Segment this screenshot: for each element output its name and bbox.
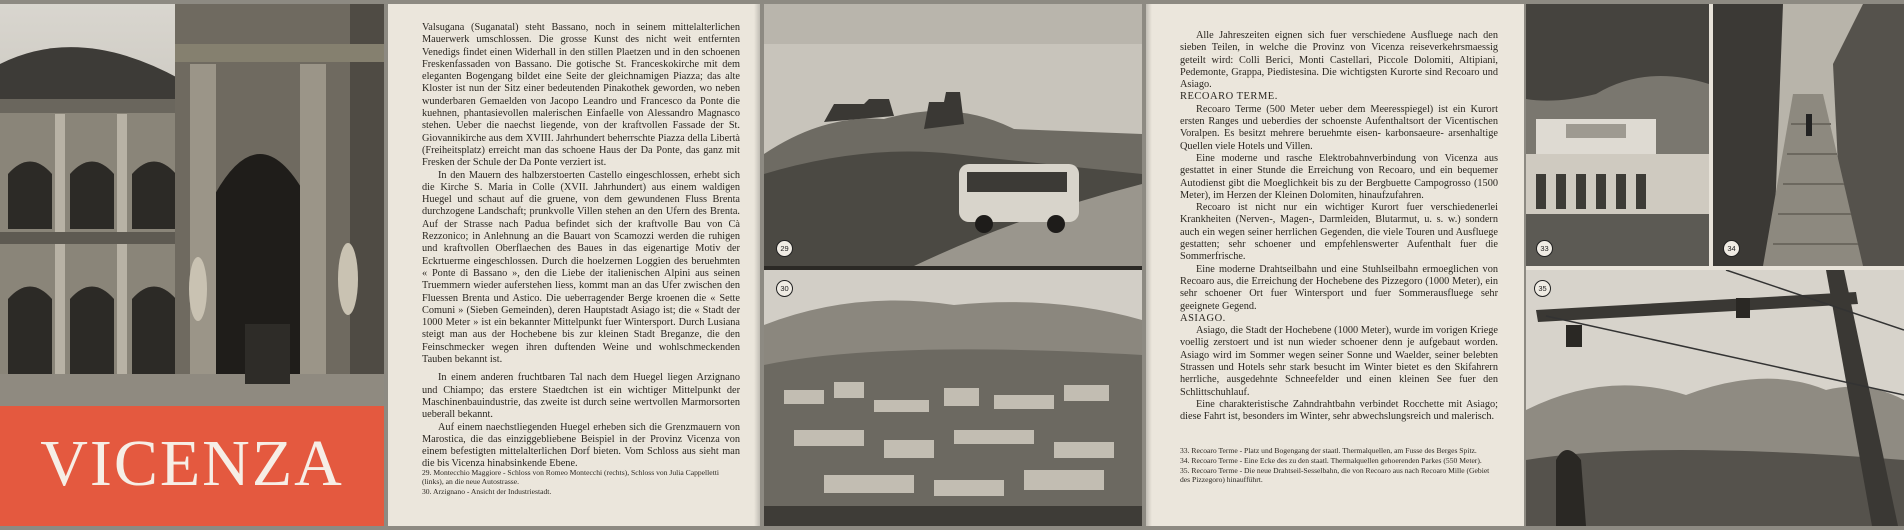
- photo-town-panorama: [764, 270, 1142, 526]
- caption: 30. Arzignano - Ansicht der Industriestadt.: [422, 487, 552, 496]
- captions-left: [422, 468, 740, 497]
- photo-number-badge: 33: [1536, 240, 1553, 257]
- photo-number-badge: 35: [1534, 280, 1551, 297]
- photo-page-middle: [764, 4, 1142, 526]
- cover-title: VICENZA: [40, 427, 344, 500]
- section-heading-asiago: ASIAGO.: [1180, 312, 1226, 324]
- text-page-left: [388, 4, 760, 526]
- caption: 35. Recoaro Terme - Die neue Drahtseil-Sesselbahn, die von Recoaro aus nach Recoaro Mille (Gebiet des Pizzegoro) hinaufführt.: [1180, 466, 1490, 484]
- paragraph: Auf einem naechstliegenden Huegel erheben sich die Grenzmauern von Marostica, die das einziggebliebene Beispiel in der Provinz Vicenza von einem befestigten mittelalterlichen Dorf bieten. Vom Schloss aus sieht man die bis Vicenza hinabsinkende Ebene.: [422, 421, 740, 470]
- paragraph: In den Mauern des halbzerstoerten Castello eingeschlossen, erhebt sich die Kirche S. Maria in Colle (XVII. Jahrhundert) aus einem waldigen Huegel und schaut auf die gruene, von dem gewundenen Fluss Brenta durchzogene Landschaft; prunkvolle Villen stehen an den Ufern des Brenta. Auf der Strasse nach Padua befindet sich der kraftvolle Bau von Cà Rezzonico; in Anlehnung an die Bauart von Scamozzi werden die ruhigen und kraftvollen Oberflaechen des Baues in das eigenartige Motiv der Eckrtuerme eingeschlossen. Durch die hoelzernen Loggien des beruehmten « Ponte di Bassano », den die Liebe der italienischen Alpini aus seinen Truemmern wieder auferstehen liess, kommt man an das Ufer zwischen den Fluessen Brenta und Astico. Die ueberragender Berge kroenen die « Sette Comuni » (Sieben Gemeinden), deren Hauptstadt Asiago ist; die « Stadt der 1000 Meter » ist ein bekannter Mittelpunkt fuer Wintersport. Durch Lusiana steigt man aus der Hochebene bis zur kleinen Stadt Breganze, die den Feinschmecker wegen ihren duftenden Weine und wohlschmeckenden Tauben bekannt ist.: [422, 169, 740, 366]
- photo-spa-buildings: [1526, 4, 1709, 266]
- cover-panel: [0, 4, 384, 526]
- photo-park-stairs: [1713, 4, 1904, 266]
- paragraph: Asiago, die Stadt der Hochebene (1000 Meter), wurde im vorigen Kriege voellig zerstoert und ist nun wieder schoener denn je aufgebaut worden. Asiago wird im Sommer wegen seiner Sonne und Waelder, seiner belebten Strassen und Hotels sehr stark besucht im Winter bietet es den Skifahrern herrliche, ausgedehnte Schneefelder und einen kleinen See fuer den Schlittschuhlauf.: [1180, 325, 1498, 398]
- caption: 33. Recoaro Terme - Platz und Bogengang der staatl. Thermalquellen, am Fusse des Berges Spitz.: [1180, 446, 1477, 455]
- photo-number-badge: 34: [1723, 240, 1740, 257]
- page-fold-shadow: [1146, 4, 1152, 526]
- paragraph: Recoaro ist nicht nur ein wichtiger Kurort fuer verschiedenerlei Krankheiten (Nerven-, Magen-, Darmleiden, Blutarmut, u. s. w.) sondern auch ein wegen seiner herrlichen Gegenden, die viele Touren und Ausfluege gestatten; sehr schoener und empfehlenswerter Aufenthalt fuer die Sommerfrische.: [1180, 202, 1498, 263]
- photo-castles-bus: [764, 4, 1142, 266]
- paragraph: In einem anderen fruchtbaren Tal nach dem Huegel liegen Arzignano und Chiampo; das erstere Staedtchen ist ein wichtiger Mittelpunkt der Maschinenbauindustrie, das zweite ist durch seine wertvollen Marmorsorten ueberall bekannt.: [422, 372, 740, 421]
- text-column-left: [422, 22, 740, 471]
- photo-chairlift: [1526, 270, 1904, 526]
- cover-photo-basilica: [0, 4, 384, 406]
- caption: 29. Montecchio Maggiore - Schloss von Romeo Montecchi (rechts), Schloss von Julia Cappelletti (links), an die neue Autostrasse.: [422, 468, 719, 486]
- photo-page-right: [1526, 4, 1904, 526]
- text-page-right: [1146, 4, 1524, 526]
- photo-number-badge: 29: [776, 240, 793, 257]
- paragraph: Alle Jahreszeiten eignen sich fuer verschiedene Ausfluege nach den sieben Teilen, in welche die Provinz von Vicenza reiseverkehrsmaessig geteilt wird: Colli Berici, Monti Castellari, Piccole Dolomiti, Altipiani, Pedemonte, Grappa, Piedistesina. Die wichtigsten Kurorte sind Recoaro und Asiago.: [1180, 30, 1498, 91]
- text-column-right: [1180, 30, 1498, 424]
- paragraph: Recoaro Terme (500 Meter ueber dem Meeresspiegel) ist ein Kurort ersten Ranges und ueberdies der schoenste Aufenthaltsort der Vicentischen Voralpen. Es besitzt mehrere beruehmte eisen- karbonsaeure- arsenhaltige Quellen viele Hotels und Villen.: [1180, 103, 1498, 152]
- paragraph: Valsugana (Suganatal) steht Bassano, noch in seinem mittelalterlichen Mauerwerk umschlossen. Die grosse Kunst des nicht weit entfernten Venedigs findet einen Widerhall in den stillen Plaetzen und in den schoenen Freskenfassaden von Bassano. Die gotische St. Franceskokirche mit dem eleganten Bogengang bildet eine Seite der gleichnamigen Piazza; das alte Kloster ist nun der Sitz einer bedeutenden Pinakothek geworden, wo neben wunderbaren Gemaelden von Jacopo Leandro und Francesco da Ponte die kuehnen, phantasievollen malerischen Einfaelle von Alessandro Magnasco stehen. Ueber die naechst liegende, von der kraftvollen Fassade der St. Giovannikirche aus dem XVIII. Jahrhundert beherrschte Piazza della Libertà (Freiheitsplatz) erreicht man das schoene Haus der Da Ponte, das ganz mit Fresken der Schule der Da Ponte verziert ist.: [422, 22, 740, 169]
- captions-right: [1180, 446, 1498, 485]
- paragraph: Eine moderne Drahtseilbahn und eine Stuhlseilbahn ermoeglichen von Recoaro aus, die Erreichung der Hochebene des Pizzegoro (1000 Meter), ein sehr schoener Ort fuer Wintersport und fuer Sommerausfluege sehr geeignete Gegend.: [1180, 263, 1498, 312]
- caption: 34. Recoaro Terme - Eine Ecke des zu den staatl. Thermalquellen gehoerenden Parkes (550 Meter).: [1180, 456, 1482, 465]
- photo-number-badge: 30: [776, 280, 793, 297]
- paragraph: Eine moderne und rasche Elektrobahnverbindung von Vicenza aus gestattet in einer Stunde die Erreichung von Recoaro, und ein bequemer Autodienst gibt die Moeglichkeit bis zu der Bergbuette Campogrosso (1500 Meter), im Herzen der Kleinen Dolomiten, hinaufzufahren.: [1180, 152, 1498, 201]
- paragraph: Eine charakteristische Zahndrahtbahn verbindet Rocchette mit Asiago; diese Fahrt ist, besonders im Winter, sehr abwechslungsreich und malerisch.: [1180, 398, 1498, 423]
- section-heading-recoaro: RECOARO TERME.: [1180, 91, 1278, 103]
- page-fold-shadow: [754, 4, 760, 526]
